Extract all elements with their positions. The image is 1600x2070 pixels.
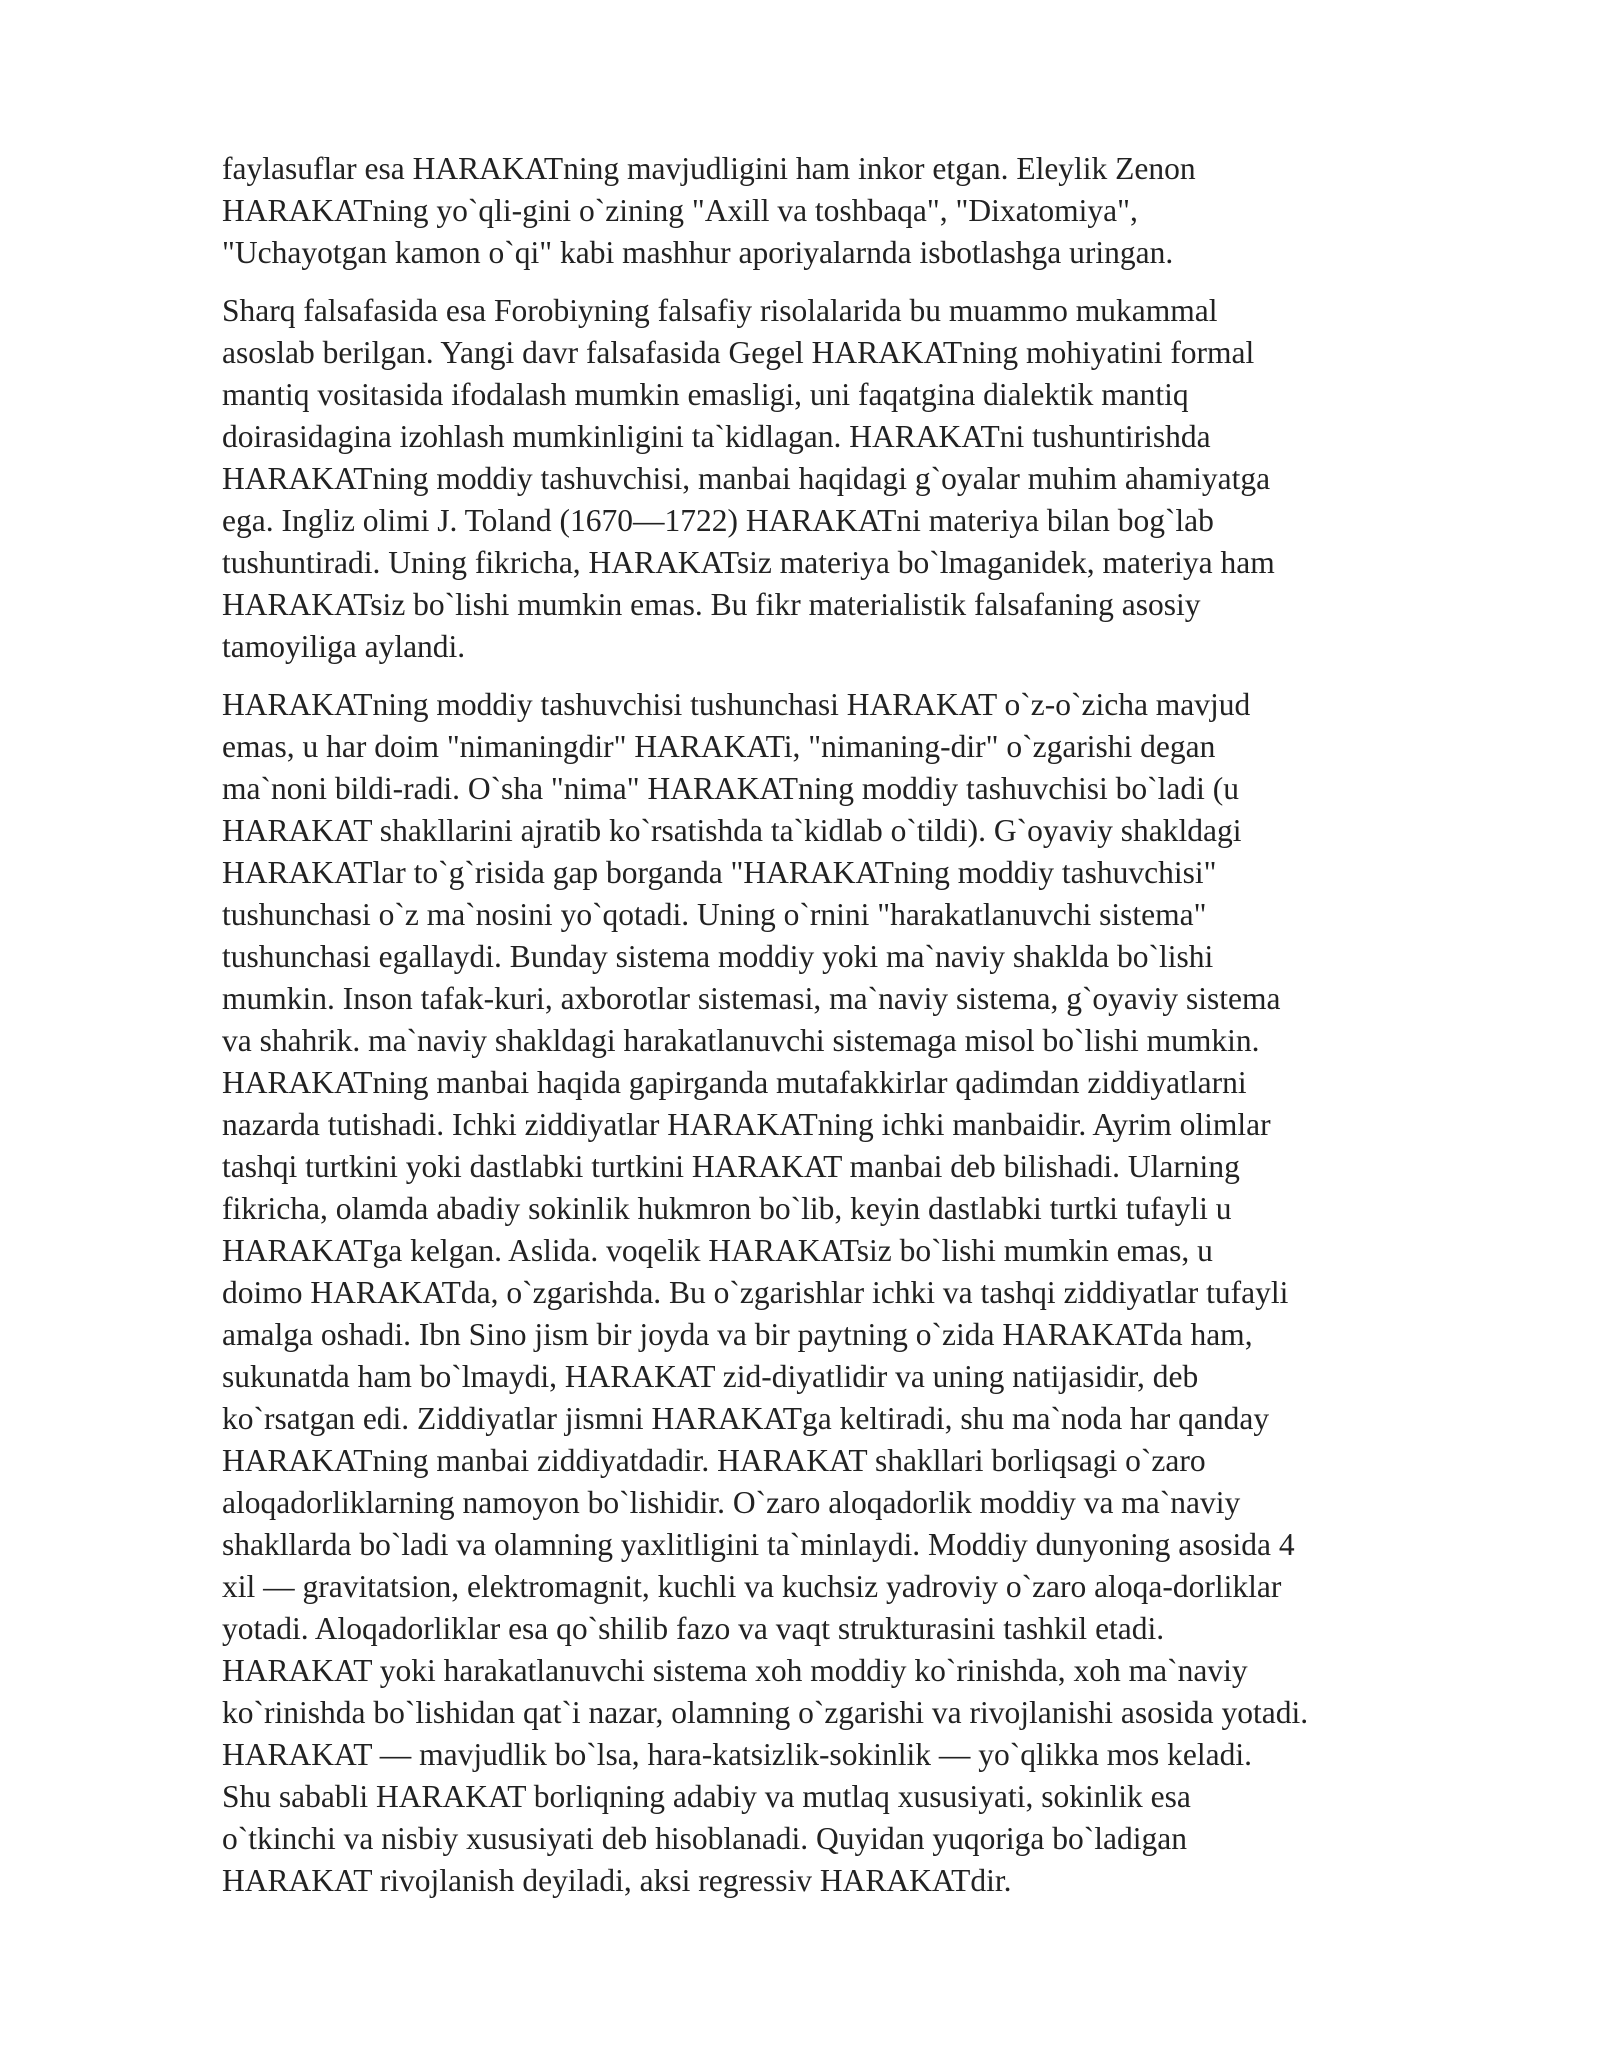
- text-line: yotadi. Aloqadorliklar esa qo`shilib fazo va vaqt strukturasini tashkil etadi.: [222, 1611, 1165, 1646]
- text-line: emas, u har doim "nimaningdir" HARAKATi, "nimaning-dir" o`zgarishi degan: [222, 729, 1216, 764]
- text-line: mumkin. Inson tafak-kuri, axborotlar sistemasi, ma`naviy sistema, g`oyaviy sistema: [222, 981, 1281, 1016]
- text-line: fikricha, olamda abadiy sokinlik hukmron bo`lib, keyin dastlabki turtki tufayli u: [222, 1191, 1232, 1226]
- text-line: tushunchasi egallaydi. Bunday sistema moddiy yoki ma`naviy shaklda bo`lishi: [222, 939, 1214, 974]
- document-body: [222, 148, 1512, 1902]
- text-line: "Uchayotgan kamon o`qi" kabi mashhur aporiyalarnda isbotlashga uringan.: [222, 235, 1174, 270]
- text-line: mantiq vositasida ifodalash mumkin emasligi, uni faqatgina dialektik mantiq: [222, 377, 1189, 412]
- text-line: xil — gravitatsion, elektromagnit, kuchli va kuchsiz yadroviy o`zaro aloqa-dorliklar: [222, 1569, 1282, 1604]
- text-line: ega. Ingliz olimi J. Toland (1670—1722) HARAKATni materiya bilan bog`lab: [222, 503, 1214, 538]
- text-line: Shu sababli HARAKAT borliqning adabiy va mutlaq xususiyati, sokinlik esa: [222, 1779, 1191, 1814]
- text-line: amalga oshadi. Ibn Sino jism bir joyda va bir paytning o`zida HARAKATda ham,: [222, 1317, 1253, 1352]
- text-line: aloqadorliklarning namoyon bo`lishidir. O`zaro aloqadorlik moddiy va ma`naviy: [222, 1485, 1241, 1520]
- text-line: tushunchasi o`z ma`nosini yo`qotadi. Uning o`rnini "harakatlanuvchi sistema": [222, 897, 1207, 932]
- text-line: HARAKAT shakllarini ajratib ko`rsatishda ta`kidlab o`tildi). G`oyaviy shakldagi: [222, 813, 1242, 848]
- text-line: asoslab berilgan. Yangi davr falsafasida Gegel HARAKATning mohiyatini formal: [222, 335, 1255, 370]
- text-line: HARAKATning manbai ziddiyatdadir. HARAKAT shakllari borliqsagi o`zaro: [222, 1443, 1206, 1478]
- paragraph: [222, 290, 1512, 668]
- text-line: tushuntiradi. Uning fikricha, HARAKATsiz materiya bo`lmaganidek, materiya ham: [222, 545, 1275, 580]
- text-line: ko`rsatgan edi. Ziddiyatlar jismni HARAKATga keltiradi, shu ma`noda har qanday: [222, 1401, 1270, 1436]
- text-line: va shahrik. ma`naviy shakldagi harakatlanuvchi sistemaga misol bo`lishi mumkin.: [222, 1023, 1260, 1058]
- text-line: ko`rinishda bo`lishidan qat`i nazar, olamning o`zgarishi va rivojlanishi asosida yotadi.: [222, 1695, 1309, 1730]
- text-line: doimo HARAKATda, o`zgarishda. Bu o`zgarishlar ichki va tashqi ziddiyatlar tufayli: [222, 1275, 1289, 1310]
- text-line: HARAKATlar to`g`risida gap borganda "HARAKATning moddiy tashuvchisi": [222, 855, 1217, 890]
- text-line: ma`noni bildi-radi. O`sha "nima" HARAKATning moddiy tashuvchisi bo`ladi (u: [222, 771, 1239, 806]
- text-line: HARAKAT — mavjudlik bo`lsa, hara-katsizlik-sokinlik — yo`qlikka mos keladi.: [222, 1737, 1253, 1772]
- text-line: nazarda tutishadi. Ichki ziddiyatlar HARAKATning ichki manbaidir. Ayrim olimlar: [222, 1107, 1271, 1142]
- text-line: HARAKATning moddiy tashuvchisi tushunchasi HARAKAT o`z-o`zicha mavjud: [222, 687, 1251, 722]
- paragraph: [222, 148, 1512, 274]
- text-line: HARAKATning manbai haqida gapirganda mutafakkirlar qadimdan ziddiyatlarni: [222, 1065, 1247, 1100]
- text-line: HARAKATning moddiy tashuvchisi, manbai haqidagi g`oyalar muhim ahamiyatga: [222, 461, 1271, 496]
- text-line: HARAKAT yoki harakatlanuvchi sistema xoh moddiy ko`rinishda, xoh ma`naviy: [222, 1653, 1248, 1688]
- text-line: faylasuflar esa HARAKATning mavjudligini ham inkor etgan. Eleylik Zenon: [222, 151, 1196, 186]
- text-line: HARAKATning yo`qli-gini o`zining "Axill va toshbaqa", "Dixatomiya",: [222, 193, 1138, 228]
- paragraph: [222, 684, 1512, 1902]
- text-line: tashqi turtkini yoki dastlabki turtkini HARAKAT manbai deb bilishadi. Ularning: [222, 1149, 1240, 1184]
- text-line: doirasidagina izohlash mumkinligini ta`kidlagan. HARAKATni tushuntirishda: [222, 419, 1211, 454]
- text-line: Sharq falsafasida esa Forobiyning falsafiy risolalarida bu muammo mukammal: [222, 293, 1218, 328]
- text-line: HARAKATsiz bo`lishi mumkin emas. Bu fikr materialistik falsafaning asosiy: [222, 587, 1201, 622]
- text-line: sukunatda ham bo`lmaydi, HARAKAT zid-diyatlidir va uning natijasidir, deb: [222, 1359, 1199, 1394]
- text-line: HARAKATga kelgan. Aslida. voqelik HARAKATsiz bo`lishi mumkin emas, u: [222, 1233, 1213, 1268]
- text-line: shakllarda bo`ladi va olamning yaxlitligini ta`minlaydi. Moddiy dunyoning asosida 4: [222, 1527, 1295, 1562]
- text-line: HARAKAT rivojlanish deyiladi, aksi regressiv HARAKATdir.: [222, 1863, 1012, 1898]
- text-line: o`tkinchi va nisbiy xususiyati deb hisoblanadi. Quyidan yuqoriga bo`ladigan: [222, 1821, 1187, 1856]
- text-line: tamoyiliga aylandi.: [222, 629, 466, 664]
